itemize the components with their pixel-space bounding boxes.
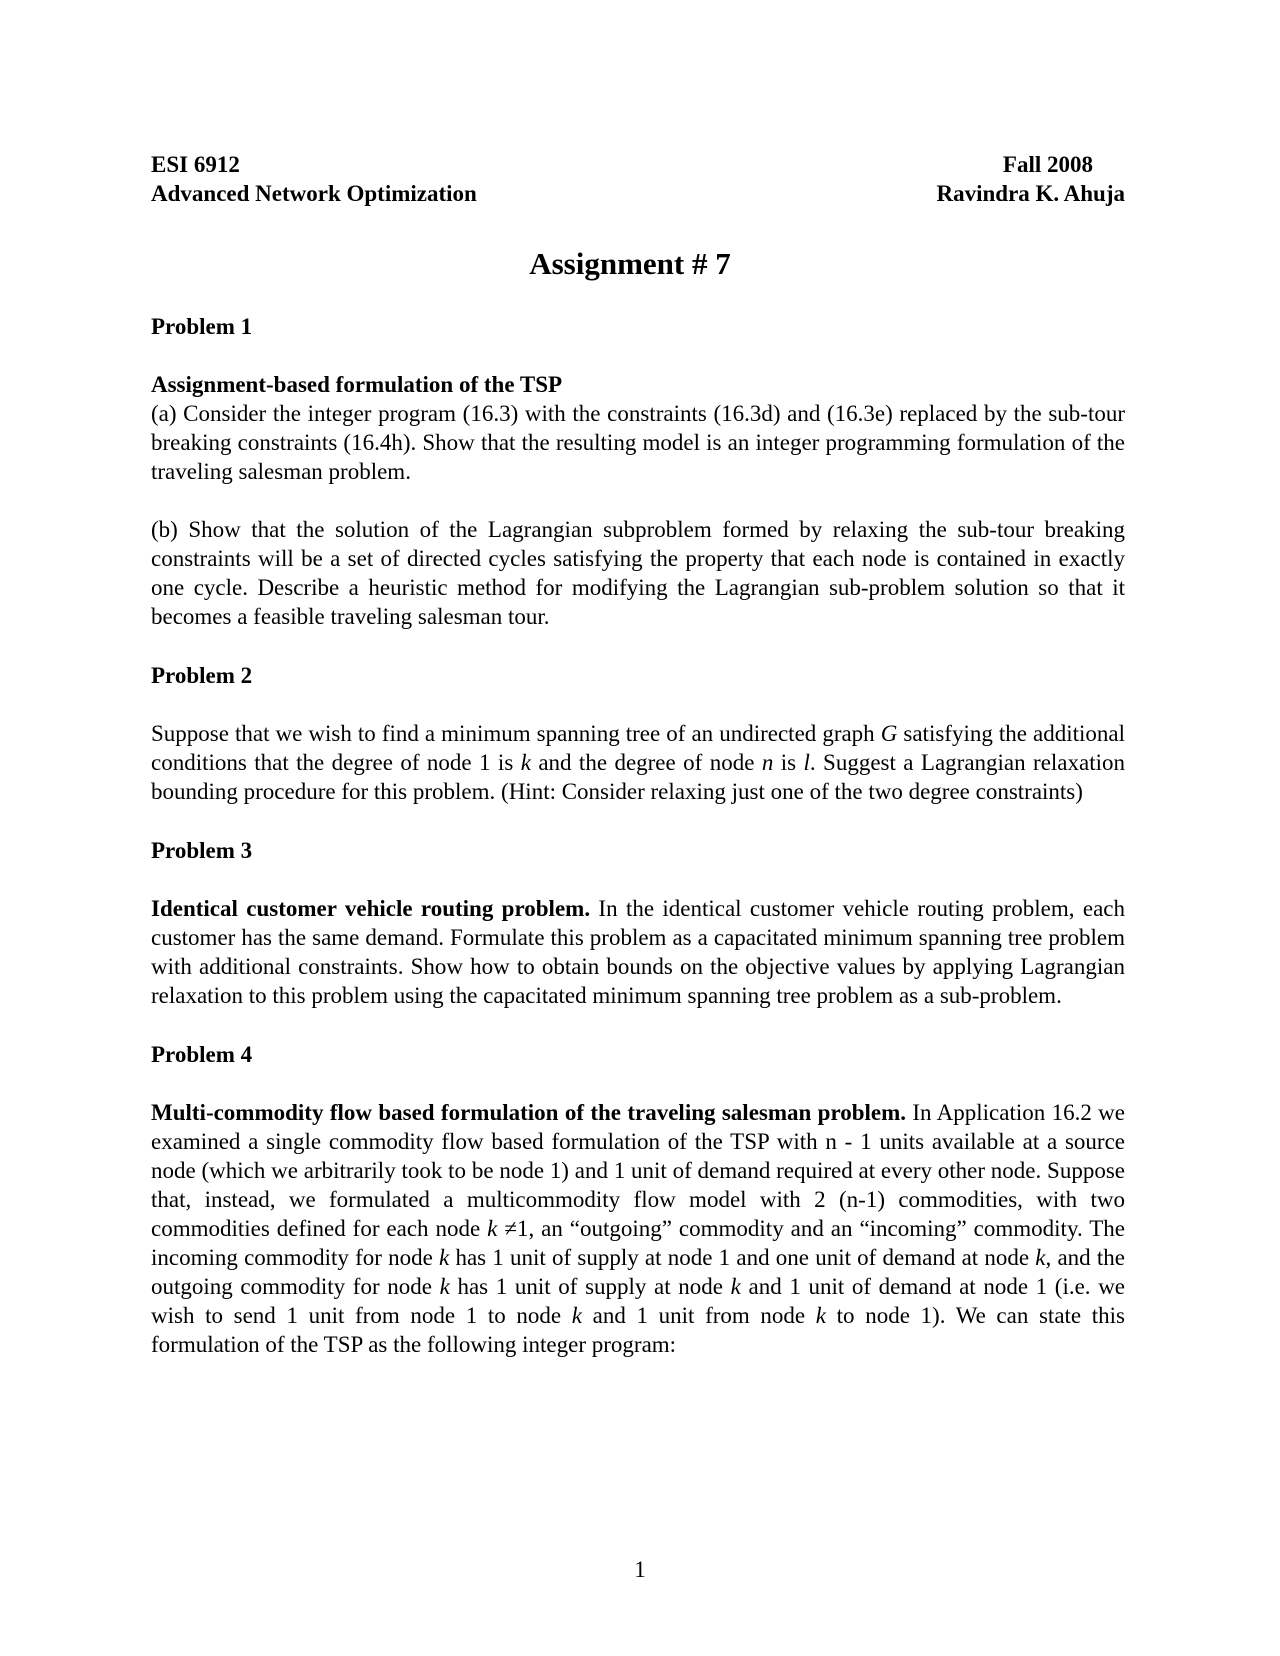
page-title: Assignment # 7	[529, 246, 731, 281]
problem-4-text	[151, 1098, 1125, 1359]
var-k: k	[439, 1274, 450, 1299]
problem-2-text-5: . Suggest a Lagrangian relaxation bounding procedure for this problem. (Hint: Consider relaxing just one of the two degree constraints)	[151, 750, 1126, 804]
problem-4-lead: Multi-commodity flow based formulation of the traveling salesman problem.	[151, 1100, 907, 1125]
problem-1-part-b: (b) Show that the solution of the Lagrangian subproblem formed by relaxing the sub-tour breaking constraints will be a set of directed cycles satisfying the property that each node is contained in exactly one cycle. Describe a heuristic method for modifying the Lagrangian sub-problem solution so that it becomes a feasible traveling salesman tour.	[151, 517, 1125, 629]
var-n: n	[761, 750, 774, 775]
instructor: Ravindra K. Ahuja	[936, 181, 1125, 206]
problem-2-heading: Problem 2	[151, 663, 253, 688]
problem-2-text-2: satisfying the additional conditions that the degree of node 1 is	[151, 721, 1126, 775]
problem-4-t5: has 1 unit of supply at node	[449, 1274, 731, 1299]
var-k: k	[730, 1274, 741, 1299]
course-code: ESI 6912	[151, 152, 240, 177]
var-G: G	[880, 721, 898, 746]
problem-2-text	[151, 719, 1125, 806]
course-name: Advanced Network Optimization	[151, 181, 477, 206]
page-number: 1	[634, 1557, 646, 1582]
problem-4-t7: and 1 unit from node	[582, 1303, 816, 1328]
document-header	[151, 150, 1125, 208]
problem-3-body: In the identical customer vehicle routing problem, each customer has the same demand. Formulate this problem as a capacitated minimum spanning tree problem with additional constraints. Show how to obtain bounds on the objective values by applying Lagrangian relaxation to this problem using the capacitated minimum spanning tree problem as a sub-problem.	[151, 896, 1125, 1008]
problem-2-text-3: and the degree of node	[530, 750, 762, 775]
problem-1-part-a: (a) Consider the integer program (16.3) with the constraints (16.3d) and (16.3e) replaced by the sub-tour breaking constraints (16.4h). Show that the resulting model is an integer programming formulation of the traveling salesman problem.	[151, 401, 1125, 484]
problem-4-t2: ≠1, an “outgoing” commodity and an “incoming” commodity. The incoming commodity for node	[151, 1216, 1125, 1270]
problem-3-heading: Problem 3	[151, 838, 253, 863]
var-k: k	[520, 750, 531, 775]
problem-4-t3: has 1 unit of supply at node 1 and one unit of demand at node	[449, 1245, 1036, 1270]
var-k: k	[815, 1303, 827, 1328]
document-page	[151, 150, 1125, 1359]
header-left	[151, 150, 477, 208]
problem-4-t6: and 1 unit of demand at node 1 (i.e. we wish to send 1 unit from node 1 to node	[151, 1274, 1126, 1328]
var-k: k	[571, 1303, 582, 1328]
var-k: k	[487, 1216, 498, 1241]
var-l: l	[803, 750, 810, 775]
problem-1-subheading: Assignment-based formulation of the TSP	[151, 372, 563, 397]
problem-2-text-1: Suppose that we wish to find a minimum spanning tree of an undirected graph	[151, 721, 881, 746]
var-k: k	[439, 1245, 450, 1270]
var-k: k	[1035, 1245, 1046, 1270]
problem-4-t8: to node 1). We can state this formulation of the TSP as the following integer program:	[151, 1303, 1126, 1357]
header-right	[936, 150, 1125, 208]
problem-3-lead: Identical customer vehicle routing problem.	[151, 896, 591, 921]
problem-4-t4: , and the outgoing commodity for node	[151, 1245, 1125, 1299]
term: Fall 2008	[1002, 152, 1093, 177]
problem-1-heading: Problem 1	[151, 314, 253, 339]
problem-4-t1: In Application 16.2 we examined a single commodity flow based formulation of the TSP with n - 1 units available at a source node (which we arbitrarily took to be node 1) and 1 unit of demand required at every other node. Suppose that, instead, we formulated a multicommodity flow model with 2 (n-1) commodities, with two commodities defined for each node	[151, 1100, 1126, 1241]
problem-3-text	[151, 894, 1125, 1010]
problem-4-heading: Problem 4	[151, 1042, 253, 1067]
problem-2-text-4: is	[773, 750, 804, 775]
